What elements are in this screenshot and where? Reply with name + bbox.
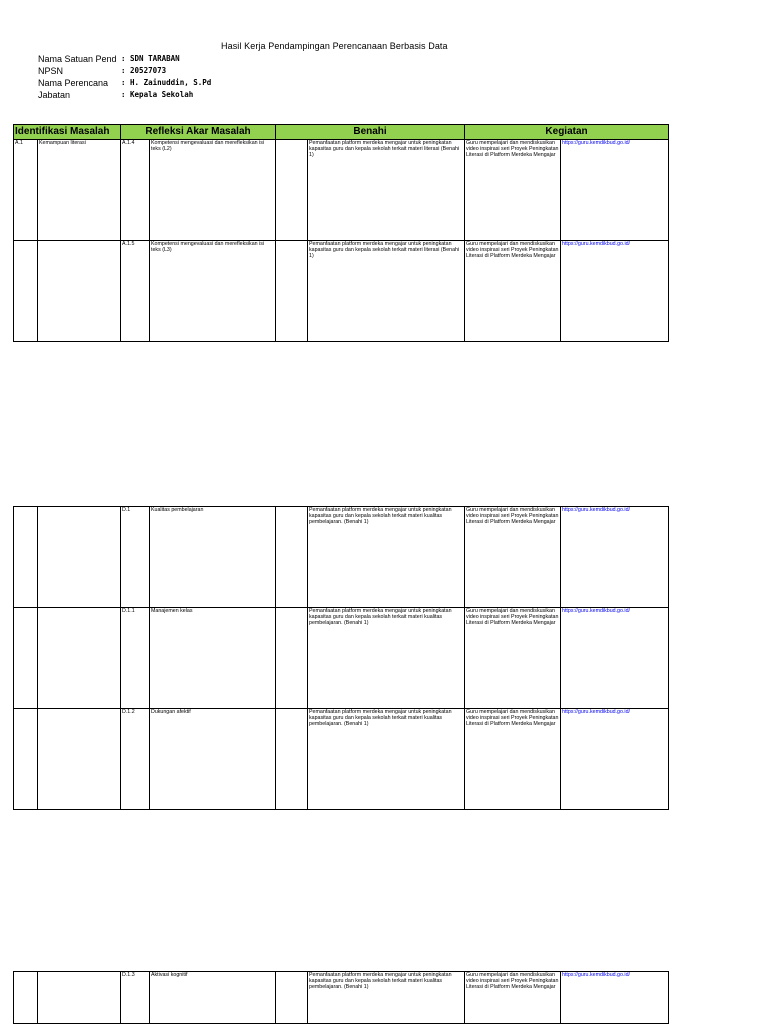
benahi-cell: Pemanfaatan platform merdeka mengajar untuk peningkatan kapasitas guru dan kepala sekolah terkait materi kualitas pembelajaran. (Benahi 1) (308, 608, 465, 709)
empty-cell (276, 140, 308, 241)
empty-cell (276, 608, 308, 709)
table-row (14, 140, 669, 241)
table-row (14, 608, 669, 709)
table-row (14, 972, 669, 1024)
akar-cell: Kualitas pembelajaran (150, 507, 276, 608)
akar-cell: Aktivasi kognitif (150, 972, 276, 1024)
id-text-cell (38, 608, 121, 709)
id-code-cell (14, 608, 38, 709)
kegiatan-cell: Guru mempelajari dan mendiskusikan video inspirasi seri Proyek Peningkatan Literasi di Platform Merdeka Mengajar (465, 241, 561, 342)
code-cell: D.1.3 (121, 972, 150, 1024)
kemdikbud-link[interactable]: https://guru.kemdikbud.go.id/ (562, 241, 631, 247)
kemdikbud-link[interactable]: https://guru.kemdikbud.go.id/ (562, 140, 631, 146)
akar-cell: Dukungan afektif (150, 709, 276, 810)
id-code-cell: A.1 (14, 140, 38, 241)
meta-row-npsn (38, 65, 211, 77)
id-code-cell (14, 241, 38, 342)
empty-cell (276, 241, 308, 342)
benahi-cell: Pemanfaatan platform merdeka mengajar untuk peningkatan kapasitas guru dan kepala sekolah terkait materi literasi (Benahi 1) (308, 140, 465, 241)
benahi-cell: Pemanfaatan platform merdeka mengajar untuk peningkatan kapasitas guru dan kepala sekolah terkait materi kualitas pembelajaran. (Benahi 1) (308, 972, 465, 1024)
kemdikbud-link[interactable]: https://guru.kemdikbud.go.id/ (562, 972, 631, 978)
meta-row-perencana (38, 77, 211, 89)
code-cell: A.1.5 (121, 241, 150, 342)
meta-row-satuan (38, 53, 211, 65)
empty-cell (276, 709, 308, 810)
table-row (14, 507, 669, 608)
document-title: Hasil Kerja Pendampingan Perencanaan Berbasis Data (221, 41, 448, 51)
meta-label: Nama Perencana (38, 78, 109, 88)
kegiatan-cell: Guru mempelajari dan mendiskusikan video inspirasi seri Proyek Peningkatan Literasi di Platform Merdeka Mengajar (465, 608, 561, 709)
kegiatan-cell: Guru mempelajari dan mendiskusikan video inspirasi seri Proyek Peningkatan Literasi di Platform Merdeka Mengajar (465, 507, 561, 608)
plan-table-1 (13, 124, 669, 342)
benahi-cell: Pemanfaatan platform merdeka mengajar untuk peningkatan kapasitas guru dan kepala sekolah terkait materi kualitas pembelajaran. (Benahi 1) (308, 709, 465, 810)
meta-label: NPSN (38, 66, 64, 76)
id-text-cell (38, 709, 121, 810)
code-cell: D.1 (121, 507, 150, 608)
benahi-cell: Pemanfaatan platform merdeka mengajar untuk peningkatan kapasitas guru dan kepala sekolah terkait materi literasi (Benahi 1) (308, 241, 465, 342)
link-cell (561, 972, 669, 1024)
meta-value: : 20527073 (121, 66, 167, 75)
akar-cell: Kompetensi mengevaluasi dan merefleksikan isi teks (L3) (150, 241, 276, 342)
header-kegiatan: Kegiatan (465, 125, 669, 140)
empty-cell (276, 507, 308, 608)
empty-cell (276, 972, 308, 1024)
meta-label: Nama Satuan Pend (38, 54, 117, 64)
table-row (14, 709, 669, 810)
id-text-cell (38, 972, 121, 1024)
meta-value: : SDN TARABAN (121, 54, 180, 63)
code-cell: D.1.2 (121, 709, 150, 810)
kegiatan-cell: Guru mempelajari dan mendiskusikan video inspirasi seri Proyek Peningkatan Literasi di Platform Merdeka Mengajar (465, 972, 561, 1024)
id-text-cell (38, 507, 121, 608)
header-identifikasi: Identifikasi Masalah (14, 125, 121, 140)
link-cell (561, 709, 669, 810)
meta-value: : Kepala Sekolah (121, 90, 194, 99)
header-refleksi: Refleksi Akar Masalah (121, 125, 276, 140)
link-cell (561, 241, 669, 342)
link-cell (561, 608, 669, 709)
meta-row-jabatan (38, 89, 211, 101)
meta-block (38, 53, 211, 101)
code-cell: A.1.4 (121, 140, 150, 241)
kegiatan-cell: Guru mempelajari dan mendiskusikan video inspirasi seri Proyek Peningkatan Literasi di Platform Merdeka Mengajar (465, 709, 561, 810)
link-cell (561, 140, 669, 241)
header-benahi: Benahi (276, 125, 465, 140)
meta-value: : H. Zainuddin, S.Pd (121, 78, 212, 87)
kemdikbud-link[interactable]: https://guru.kemdikbud.go.id/ (562, 608, 631, 614)
benahi-cell: Pemanfaatan platform merdeka mengajar untuk peningkatan kapasitas guru dan kepala sekolah terkait materi kualitas pembelajaran. (Benahi 1) (308, 507, 465, 608)
id-code-cell (14, 709, 38, 810)
akar-cell: Manajemen kelas (150, 608, 276, 709)
code-cell: D.1.1 (121, 608, 150, 709)
plan-table-2 (13, 506, 669, 810)
id-text-cell (38, 241, 121, 342)
plan-table-3 (13, 971, 669, 1024)
meta-label: Jabatan (38, 90, 71, 100)
id-code-cell (14, 507, 38, 608)
kemdikbud-link[interactable]: https://guru.kemdikbud.go.id/ (562, 507, 631, 513)
table-row (14, 241, 669, 342)
id-code-cell (14, 972, 38, 1024)
id-text-cell: Kemampuan literasi (38, 140, 121, 241)
kegiatan-cell: Guru mempelajari dan mendiskusikan video inspirasi seri Proyek Peningkatan Literasi di Platform Merdeka Mengajar (465, 140, 561, 241)
link-cell (561, 507, 669, 608)
kemdikbud-link[interactable]: https://guru.kemdikbud.go.id/ (562, 709, 631, 715)
akar-cell: Kompetensi mengevaluasi dan merefleksikan isi teks (L2) (150, 140, 276, 241)
